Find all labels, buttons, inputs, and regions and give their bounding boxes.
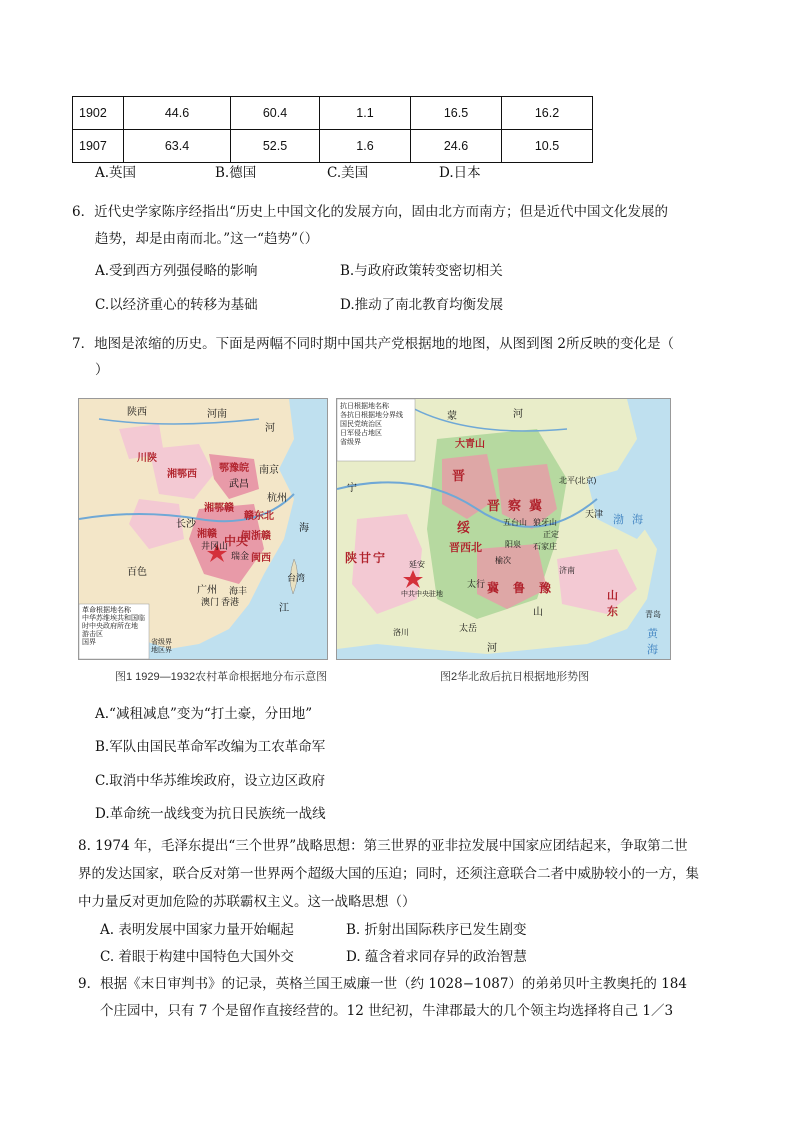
- map-2-label: 山东: [607, 590, 642, 618]
- q6-option-a: A.受到西方列强侵略的影响: [95, 263, 258, 279]
- legend-item: 国界: [82, 639, 96, 646]
- q8-stem-line1: 8. 1974 年，毛泽东提出“三个世界”战略思想：第三世界的亚非拉发展中国家应团结起来，争取第二世: [78, 838, 688, 854]
- q7-stem-line1: 7．地图是浓缩的历史。下面是两幅不同时期中国共产党根据地的地图，从图到图 2所反映的变化是（: [72, 336, 674, 352]
- map-2-label: 青岛: [645, 610, 661, 619]
- legend-item: 地区界: [151, 647, 172, 654]
- q5-option-c: C.美国: [327, 165, 369, 181]
- map-1-label: 百色: [127, 567, 147, 578]
- map-1-label: 南京: [259, 465, 279, 476]
- table-cell: 1902: [73, 97, 124, 130]
- table-cell: 1.1: [320, 97, 411, 130]
- map-2-label: 正定: [543, 530, 559, 539]
- table-cell: 10.5: [502, 130, 593, 163]
- map-2-label: 大青山: [455, 439, 485, 450]
- q9-stem-line2: 个庄园中，只有 7 个是留作直接经营的。12 世纪初，牛津郡最大的几个领主均选择将自己 1／3: [100, 1003, 674, 1019]
- map-2-label: 中共中央驻地: [401, 591, 443, 598]
- q8-option-a: A. 表明发展中国家力量开始崛起: [100, 922, 294, 938]
- q6-stem-line1: 6．近代史学家陈序经指出“历史上中国文化的发展方向，固由北方而南方；但是近代中国文化发展的: [72, 204, 668, 220]
- map-2-label: 宁: [347, 483, 357, 494]
- map-1-label: 海丰: [229, 586, 248, 596]
- table-row: [73, 97, 593, 130]
- map-1-label: 瑞金: [231, 551, 250, 561]
- q6-stem-line2: 趋势，却是由南而北。”这一“趋势”（）: [95, 231, 319, 247]
- q7-option-c: C.取消中华苏维埃政府，设立边区政府: [95, 773, 326, 789]
- q6-option-b: B.与政府政策转变密切相关: [340, 263, 503, 279]
- statistics-table: [72, 96, 593, 163]
- map-1-label: 澳门: [201, 597, 220, 607]
- table-cell: 1907: [73, 130, 124, 163]
- map-1-label: 井冈山: [201, 541, 229, 551]
- legend-item: 日军侵占地区: [340, 430, 382, 437]
- map-1-label: 香港: [221, 597, 240, 607]
- map-1-label: 武昌: [229, 479, 249, 490]
- map-2-legend: [340, 402, 414, 447]
- map-1-label: 杭州: [267, 493, 287, 504]
- map-1-label: 湘鄂西: [167, 469, 197, 480]
- legend-item: 中华苏维埃共和国临时中央政府所在地: [82, 615, 145, 630]
- map-1-label: 江: [279, 603, 289, 614]
- map-2-caption: 图2华北敌后抗日根据地形势图: [440, 671, 590, 683]
- q5-option-b: B.德国: [215, 165, 257, 181]
- q7-option-a: A.“减租减息”变为“打土豪，分田地”: [95, 706, 313, 722]
- map-2-label: 洛川: [393, 628, 409, 637]
- map-2-label: 太行: [467, 579, 486, 589]
- legend-item: 省级界: [340, 439, 361, 446]
- map-2-label: 五台山: [503, 518, 527, 527]
- table-cell: 52.5: [231, 130, 320, 163]
- map-1-label: 闽浙赣: [241, 531, 271, 542]
- map-1-label: 河南: [207, 409, 227, 420]
- map-1-legend-right: [151, 639, 172, 655]
- q8-option-d: D. 蕴含着求同存异的政治智慧: [346, 949, 527, 965]
- legend-item: 抗日根据地名称: [340, 403, 389, 410]
- map-2-label: 阳泉: [505, 540, 521, 549]
- map-1-caption: 图1 1929—1932农村革命根据地分布示意图: [115, 671, 328, 683]
- map-2-label: 蒙: [447, 411, 457, 422]
- map-2-label: 石家庄: [533, 542, 557, 551]
- legend-item: 游击区: [82, 631, 103, 638]
- map-2-label: 晋察冀: [487, 498, 551, 513]
- q6-option-d: D.推动了南北教育均衡发展: [340, 297, 504, 313]
- map-2-label: 延安: [409, 560, 425, 569]
- map-1-label: 川陕: [137, 453, 157, 464]
- map-2-label: 河: [487, 643, 497, 654]
- map-2-label: 山: [533, 607, 543, 618]
- table-row: [73, 130, 593, 163]
- map-1-label: 海: [299, 523, 309, 534]
- table-cell: 16.2: [502, 97, 593, 130]
- table-cell: 24.6: [411, 130, 502, 163]
- map-2-label: 晋西北: [449, 542, 482, 554]
- map-2-label: 渤海: [613, 514, 651, 526]
- map-2-label: 太岳: [459, 623, 478, 633]
- map-1: [78, 398, 328, 660]
- q7-stem-line2: ）: [95, 362, 109, 378]
- table-cell: 44.6: [124, 97, 231, 130]
- table-cell: 63.4: [124, 130, 231, 163]
- table-cell: 16.5: [411, 97, 502, 130]
- map-1-label: 长沙: [176, 519, 196, 530]
- map-1-label: 闽西: [251, 553, 271, 564]
- map-1-label: 中央: [224, 534, 249, 548]
- map-1-legend: [82, 607, 148, 647]
- map-2: [336, 398, 671, 660]
- q8-stem-line2: 界的发达国家，联合反对第一世界两个超级大国的压迫；同时，还须注意联合二者中威胁较小的一方，集: [78, 866, 699, 882]
- q6-option-c: C.以经济重心的转移为基础: [95, 297, 258, 313]
- q8-stem-line3: 中力量反对更加危险的苏联霸权主义。这一战略思想（）: [78, 894, 416, 910]
- q9-stem-line1: 9．根据《末日审判书》的记录，英格兰国王威廉一世（约 1028−1087）的弟弟贝叶主教奥托的 184: [78, 976, 687, 992]
- q7-option-b: B.军队由国民革命军改编为工农革命军: [95, 739, 326, 755]
- map-2-label: 绥: [457, 520, 471, 535]
- map-2-label: 冀鲁豫: [487, 581, 566, 595]
- q7-option-d: D.革命统一战线变为抗日民族统一战线: [95, 806, 326, 822]
- map-1-label: 广州: [197, 585, 217, 596]
- map-1-label: 河: [265, 423, 275, 434]
- legend-item: 省级界: [151, 639, 172, 646]
- map-1-label: 陕西: [127, 407, 147, 418]
- map-2-label: 天津: [585, 509, 604, 519]
- map-2-label: 北平(北京): [559, 476, 597, 485]
- q5-option-a: A.英国: [95, 165, 137, 181]
- legend-item: 国民党统治区: [340, 421, 382, 428]
- map-2-label: 黄海: [647, 628, 666, 656]
- legend-item: 革命根据地名称: [82, 607, 131, 614]
- q5-option-d: D.日本: [439, 165, 481, 181]
- map-1-label: 湘赣: [197, 529, 217, 540]
- table-cell: 1.6: [320, 130, 411, 163]
- map-1-label: 湘鄂赣: [204, 503, 234, 514]
- map-2-label: 晋: [452, 468, 466, 483]
- map-1-label: 赣东北: [244, 511, 274, 522]
- map-2-label: 济南: [559, 566, 575, 575]
- map-2-label: 河: [513, 409, 523, 420]
- map-1-label: 鄂豫皖: [219, 463, 249, 474]
- q8-option-b: B. 折射出国际秩序已发生剧变: [346, 922, 527, 938]
- q8-option-c: C. 着眼于构建中国特色大国外交: [100, 949, 294, 965]
- map-2-label: 狼牙山: [533, 518, 557, 527]
- map-2-label: 榆次: [495, 556, 511, 565]
- table-cell: 60.4: [231, 97, 320, 130]
- map-1-label: 台湾: [287, 573, 306, 583]
- map-2-label: 陕甘宁: [345, 551, 388, 565]
- legend-item: 各抗日根据地分界线: [340, 412, 403, 419]
